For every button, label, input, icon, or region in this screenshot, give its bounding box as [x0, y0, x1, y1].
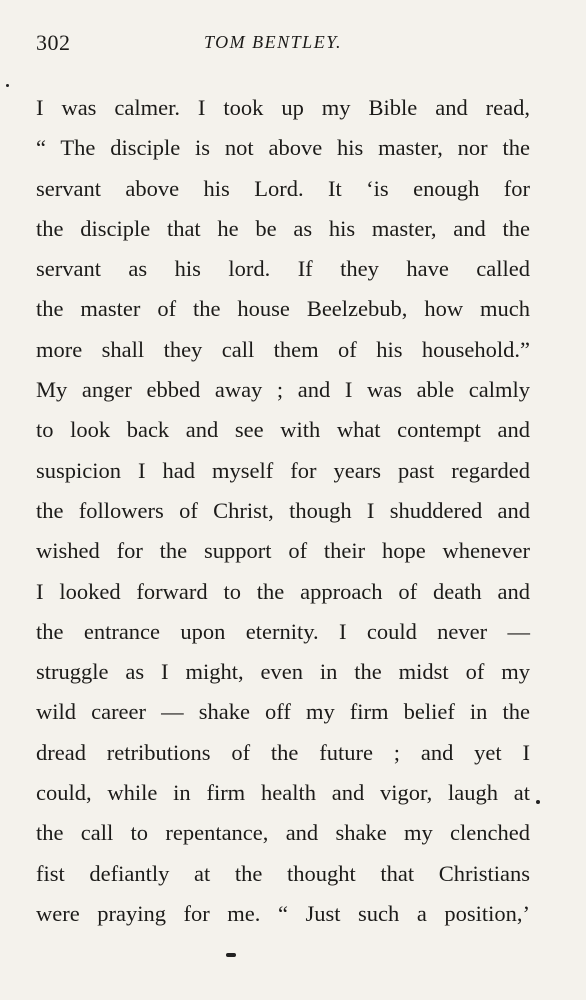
text-line: “ The disciple is not above his master, nor the	[36, 135, 530, 161]
ink-speck	[536, 800, 540, 804]
text-line: could, while in firm health and vigor, laugh at	[36, 780, 530, 806]
text-line: the followers of Christ, though I shuddered and	[36, 497, 530, 523]
text-line: I looked forward to the approach of death and	[36, 578, 530, 604]
text-line: fist defiantly at the thought that Christians	[36, 860, 530, 886]
body-text	[36, 88, 530, 934]
text-line: the disciple that he be as his master, and the	[36, 215, 530, 241]
running-head: TOM BENTLEY.	[204, 32, 343, 52]
page-number: 302	[36, 30, 71, 55]
text-line: My anger ebbed away ; and I was able calmly	[36, 377, 530, 403]
ink-speck	[6, 84, 9, 87]
page-header	[36, 30, 534, 60]
ink-speck	[226, 953, 236, 957]
text-line: more shall they call them of his household.”	[36, 336, 530, 362]
text-line: I was calmer. I took up my Bible and read,	[36, 95, 530, 120]
text-line: servant as his lord. If they have called	[36, 256, 530, 282]
text-line: dread retributions of the future ; and yet I	[36, 739, 530, 765]
text-line: wished for the support of their hope whenever	[36, 538, 530, 564]
text-line: struggle as I might, even in the midst of my	[36, 659, 530, 685]
text-line: wild career — shake off my firm belief in the	[36, 699, 530, 725]
text-line: suspicion I had myself for years past regarded	[36, 457, 530, 483]
text-line: to look back and see with what contempt and	[36, 417, 530, 443]
text-line: servant above his Lord. It ‘is enough for	[36, 175, 530, 201]
text-line: the call to repentance, and shake my clenched	[36, 820, 530, 846]
text-line: the master of the house Beelzebub, how much	[36, 296, 530, 322]
text-line: were praying for me. “ Just such a position,’	[36, 900, 530, 926]
text-line: the entrance upon eternity. I could never —	[36, 618, 530, 644]
